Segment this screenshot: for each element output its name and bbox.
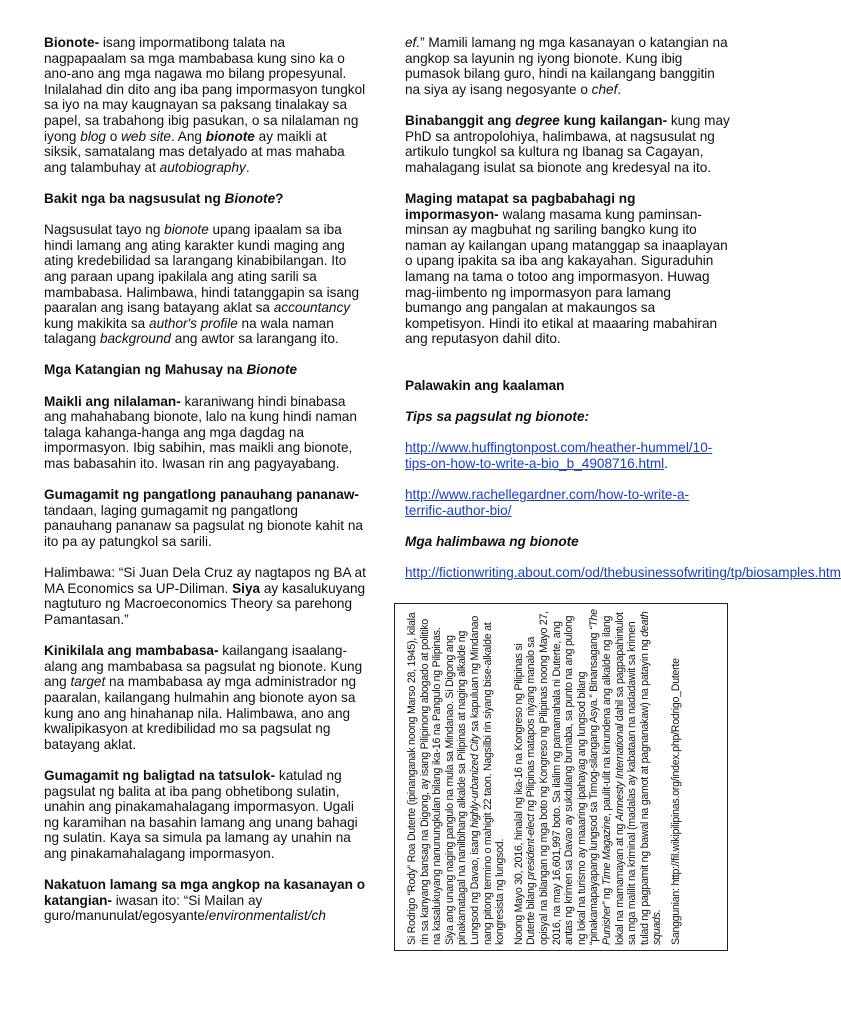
text: Amnesty International <box>613 723 626 822</box>
trait-nakatuon <box>44 877 366 924</box>
trait-pangatlong-panauhan <box>44 487 366 549</box>
text: bionote <box>164 222 209 238</box>
heading-tips: Tips sa pagsulat ng bionote: <box>405 409 590 425</box>
trait-term: degree <box>515 112 560 128</box>
trait-nakatuon-continued <box>405 35 730 97</box>
text: , paulit-ulit na kinundena ang alkalde ng ilang lokal na mamamayan at ng <box>600 615 626 945</box>
trait-matapat <box>405 191 730 347</box>
tips-link-2-line <box>405 487 730 518</box>
text: Si Rodrigo “Rody” Roa Duterte (ipinanganak noong Marso 28, 1945), kilala rin sa kanyang bansag na Digong, ay isang Pilipinong abogado at politiko na kasalukuyang nanunungkulan bilang ika-16 na Pangulo ng Pilipinas. Siya ang unang naging pangulo na mula sa Mindanao. Si Digong ang pinakamatagal na nanilbihang alkalde sa Pilipinas at naging alkalde ng Lungsod ng Davao, isang <box>406 612 481 945</box>
text: ang awtor sa larangang ito. <box>170 331 339 347</box>
text: tandaan, laging gumagamit ng pangatlong panauhang pananaw sa pagsulat ng bionote kahit na ito pa ay patungkol sa sarili. <box>44 502 363 549</box>
text: chef <box>591 81 618 97</box>
term-bionote: Bionote- <box>44 35 100 50</box>
tips-link-2[interactable]: http://www.rachellegardner.com/how-to-write-a-terrific-author-bio/ <box>405 487 690 518</box>
text: . Ang <box>170 128 206 144</box>
text: iwasan ito: “Si Mailan ay guro/manunulat/egosyante/ <box>44 892 263 924</box>
text: author's profile <box>149 315 238 331</box>
text: isang impormatibong talata na nagpapaalam sa mga mambabasa kung sino ka o ano-ano ang mga nagawa mo bilang propesyunal. Inilalahad din dito ang iba pang impormasyon tungkol sa iyo na may kaugnayan sa paksang tinalakay sa papel, sa trabahong ibig pasukan, o sa nilalaman ng iyong <box>44 35 366 144</box>
right-column <box>405 35 841 596</box>
text: Siya <box>232 580 261 596</box>
text: kung may PhD sa antropolohiya, halimbawa, at nagsusulat ng artikulo tungkol sa kultura ng Ibanag sa Cagayan, mahalagang isulat sa bionote ang kredesyal na ito. <box>405 112 730 175</box>
heading-bakit <box>44 191 366 207</box>
heading-katangian <box>44 362 366 378</box>
trait-term: kung kailangan- <box>559 112 668 128</box>
text: blog <box>80 128 106 144</box>
clipping-paragraph-2 <box>513 609 664 945</box>
text: Mga Katangian ng Mahusay na <box>44 362 247 378</box>
text: ef. <box>405 35 421 50</box>
text: president-elect <box>525 814 538 880</box>
heading-palawakin: Palawakin ang kaalaman <box>405 378 565 394</box>
trait-term: Binabanggit ang <box>405 112 516 128</box>
text: katulad ng pagsulat ng balita at iba pang obhetibong sulatin, unahin ang pinakamahalagang impormasyon. Ugali ng karamihan na basahin lamang ang unang bahagi ng sulatin. Kaya sa simula pa lamang ay unahin na ang pinakamahalagang impormasyon. <box>44 767 358 861</box>
text: kung makikita sa <box>44 315 150 331</box>
tips-link-1-line <box>405 440 730 471</box>
text: Time Magazine <box>600 816 613 886</box>
text: bionote <box>205 128 255 144</box>
text: background <box>99 331 171 347</box>
text: ay maikli at siksik, samatalang mas detalyado at mas mahaba ang talambuhay at <box>44 128 345 175</box>
clipping-paragraph-1 <box>406 609 507 945</box>
trait-term: Gumagamit ng baligtad na tatsulok- <box>44 767 276 783</box>
trait-term: Maging matapat sa pagbabahagi ng impormasyon- <box>405 190 636 222</box>
paragraph-purpose <box>44 222 366 347</box>
trait-maikli <box>44 394 366 472</box>
text: “The Punisher” <box>588 609 613 945</box>
text: autobiography <box>159 159 246 175</box>
trait-term: Nakatuon lamang sa mga angkop na kasanayan o katangian- <box>44 877 366 908</box>
samples-link[interactable]: http://fictionwriting.about.com/od/thebusinessofwriting/tp/biosamples.htm <box>405 565 841 581</box>
text: na wala naman talagang <box>44 315 334 347</box>
text: walang masama kung paminsan-minsan ay magbuhat ng sariling bangko kung ito naman ay kailangan upang matanggap sa inaaplayan o upang ipakita sa iba ang kakayahan. Siguraduhin lamang na tama o totoo ang impormasyon. Huwag mag-iimbento ng impormasyon para lamang bumango ang pangalan at makaungos sa kompetisyon. Hindi ito etikal at maaaring mabahiran ang reputasyon dahil dito. <box>405 206 728 347</box>
text: environmentalist/ch <box>208 908 326 924</box>
text: ng <box>600 885 613 902</box>
text: Bionote <box>246 362 298 378</box>
clipping-source: Sanggunian: http://fil.wikipilipinas.org/index.php/Rodrigo_Duterte <box>669 658 682 945</box>
bionote-sample-clipping <box>394 603 728 951</box>
text: Halimbawa: “Si Juan Dela Cruz ay nagtapos ng BA at MA Economics sa UP-Diliman. <box>44 565 366 596</box>
text: target <box>70 674 106 690</box>
text: sa kapuluan ng Mindanao nang pitong termino o mahigit 22 taon. Nagsilbi rin siyang bise-alkalde at kongresista ng lungsod. <box>468 615 507 945</box>
text: upang ipaalam sa iba hindi lamang ang ating karakter kundi maging ang ating kredebilidad sa larangang kinabibilangan. Ito ang paraan upang ipakilala ang ating sarili sa mambabasa. Halimbawa, hindi tatanggapin sa isang paaralan ang isang batayang aklat sa <box>44 222 360 316</box>
text: Bakit nga ba nagsusulat ng <box>44 190 225 206</box>
samples-link-line <box>405 565 841 581</box>
text: Nagsusulat tayo ng <box>44 222 165 238</box>
text: ng Pilipinas matapos niyang manalo sa opisyal na bilangan ng mga boto ng Kongreso ng Pilipinas noong Mayo 27, 2016, na may 16,601,997 boto. Sa ilalim ng pamamahala ni Duterte, ang antas ng krimen sa Davao ay sukdulang bumaba, sa punto na ang pulong ng lokal na turismo ay maaaring ipahayag ang lungsod bilang “pinakamapayapang lungsod sa Timog-silangang Asya.” Binansagang <box>525 611 601 945</box>
left-column <box>44 35 366 939</box>
text: highly-urbanized City <box>468 734 481 828</box>
spacer <box>405 362 730 378</box>
text: karaniwang hindi binabasa ang mahahabang bionote, lalo na kung hindi naman talaga kahanga-hanga ang mga dagdag na impormasyon. Ibig sabihin, mas maikli ang bionote, mas babasahin ito. Iwasan rin ang pagyayabang. <box>44 393 357 472</box>
text: accountancy <box>273 300 351 316</box>
text: . <box>617 81 622 97</box>
text: . <box>245 159 250 175</box>
text: kailangang isaalang-alang ang mambabasa sa pagsulat ng bionote. Kung ang <box>44 643 363 690</box>
trait-term: Kinikilala ang mambabasa- <box>44 643 219 659</box>
text: na mambabasa ay mga administrador ng paaralan, kailangang hulmahin ang bionote ayon sa kung ano ang hinahanap nila. Halimbawa, ano ang kwalipikasyon at kredibilidad mo sa pagsulat ng batayang aklat. <box>44 674 357 752</box>
text: death squads <box>638 611 664 945</box>
tips-link-1[interactable]: http://www.huffingtonpost.com/heather-hummel/10-tips-on-how-to-write-a-bio_b_4908716.html <box>405 440 713 472</box>
text: ay kasalukuyang nagtuturo ng Macroeconomics Theory sa parehong Pamantasan.” <box>44 580 366 627</box>
heading-halimbawa: Mga halimbawa ng bionote <box>405 534 579 549</box>
trait-degree <box>405 113 730 175</box>
trait-mambabasa <box>44 643 366 752</box>
trait-term: Maikli ang nilalaman- <box>44 393 181 409</box>
text: o <box>105 128 122 144</box>
text: dahil sa pagpapahintulot sa mga malilit na kriminal (madalas ay kabataan na nadadawit sa krimen tulad ng pagpamit ng bawal na gamot at pagnanakaw) na patayin ng <box>613 612 651 945</box>
clipping-text-rotated <box>406 609 716 945</box>
text: web site <box>121 128 171 144</box>
trait-term: Gumagamit ng pangatlong panauhang pananaw- <box>44 487 359 503</box>
text: ? <box>275 190 284 206</box>
trait-baligtad-tatsulok <box>44 768 366 862</box>
text: Noong Mayo 30, 2016, hinalal ng ika-16 na Kongreso ng Pilipinas si Duterte bilang <box>512 643 538 945</box>
text: ” Mamili lamang ng mga kasanayan o katangian na angkop sa layunin ng iyong bionote. Kung ibig pumasok bilang guro, hindi na kailangang banggitin na siya ay isang negosyante o <box>405 35 728 97</box>
bionote-definition <box>44 35 366 175</box>
text: . <box>664 456 668 472</box>
text: . <box>651 909 664 913</box>
text: Bionote <box>224 190 276 206</box>
example-juan <box>44 565 366 627</box>
